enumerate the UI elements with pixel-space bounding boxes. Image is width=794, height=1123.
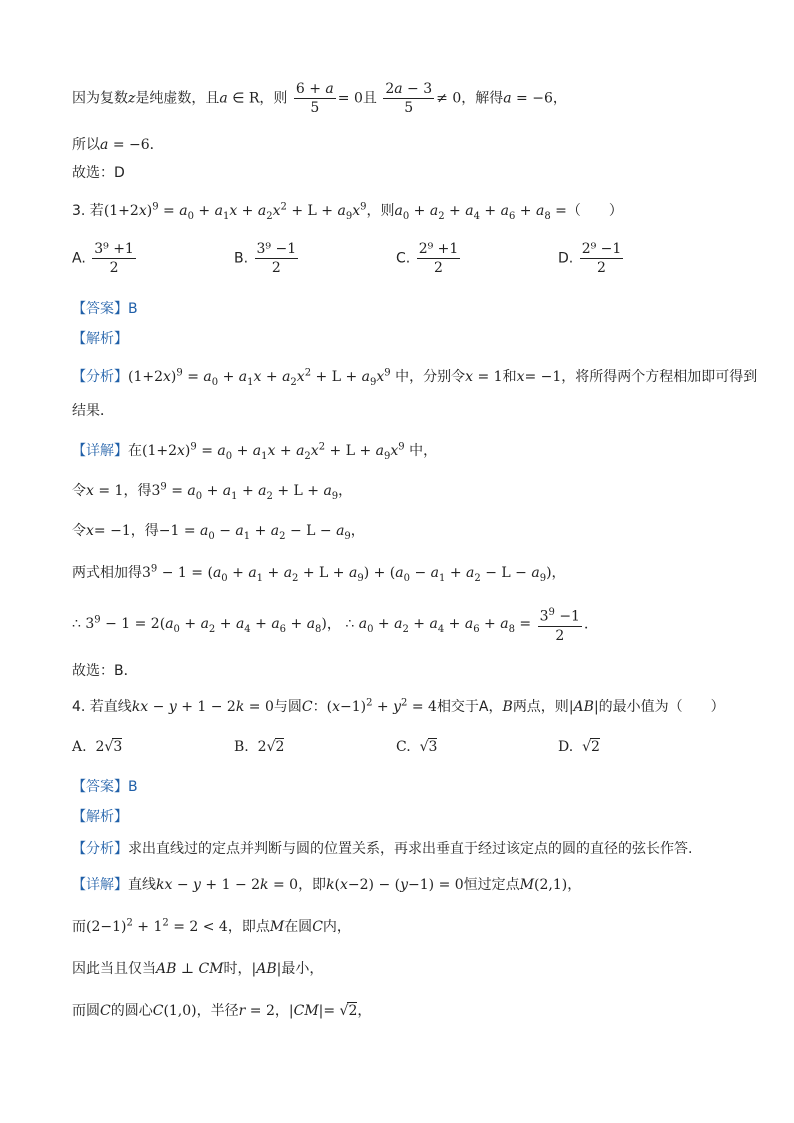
detail-line: 【详解】在$(1+2x)^9 = a_0 + a_1x + a_2x^2 + L + a_9x^9$ 中， <box>72 441 438 462</box>
text: 和 <box>502 369 517 385</box>
text: 令 <box>72 523 86 539</box>
text-line: 令x= −1，得$-1 = a_0 - a_1 + a_2 - L - a_9$， <box>72 523 365 542</box>
option-radicand: 3 <box>113 739 123 755</box>
option-denominator: 2 <box>434 260 443 276</box>
text: 时， <box>223 961 252 977</box>
option-numerator: 3⁹ −1 <box>256 241 297 257</box>
option-b: B. 2√2 <box>234 739 285 755</box>
text: 中， <box>409 443 438 459</box>
text: 的最小值为（ ） <box>598 699 725 715</box>
text: 直线 <box>128 877 156 893</box>
text: 求出直线过的定点并判断与圆的位置关系，再求出垂直于经过该定点的圆的直径的弦长作答. <box>128 841 693 857</box>
option-coef: 2 <box>95 739 105 755</box>
text: 的圆心 <box>110 1003 153 1019</box>
text-line: 故选：B． <box>72 663 138 679</box>
text: ： <box>312 699 327 715</box>
text: 两点，则 <box>512 699 569 715</box>
text: ，解得 <box>461 90 504 107</box>
text: ， <box>567 877 582 893</box>
question-4-stem: 4. 若直线kx − y + 1 − 2k = 0与圆C：$(x-1)^2 + y^2 = 4$相交于A，B两点，则|AB|的最小值为（ ） <box>72 697 725 715</box>
option-label: B. <box>234 250 249 267</box>
text: ，得 <box>123 483 152 499</box>
text: 因为复数 <box>72 90 128 107</box>
answer-label: 【答案】B <box>72 301 138 317</box>
option-a: A. 2√3 <box>72 739 123 755</box>
text: 是纯虚数，且 <box>135 90 220 107</box>
option-c: C. √3 <box>396 739 438 755</box>
text-line: 而$(2-1)^2 + 1^2 = 2 < 4$，即点M在圆C内， <box>72 917 351 935</box>
text-line: 令x = 1，得$3^9 = a_0 + a_1 + a_2 + L + a_9$， <box>72 481 353 502</box>
text: 令 <box>72 483 86 499</box>
text-line: ∴ $3^9 - 1 = 2(a_0 + a_2 + a_4 + a_6 + a_8)$， ∴ $a_0 + a_2 + a_4 + a_6 + a_8$ = $\frac{3^9 -1}{2}$ ． <box>72 604 598 645</box>
text-line: 结果． <box>72 403 114 419</box>
text: 与圆 <box>273 699 302 715</box>
text: 最小， <box>281 961 324 977</box>
text: 恒过定点 <box>463 877 520 893</box>
text: 因此当且仅当 <box>72 961 156 977</box>
answer-label: 【答案】B <box>72 779 138 795</box>
text: 两式相加得 <box>72 565 142 581</box>
option-numerator: 2⁹ −1 <box>581 241 622 257</box>
analysis-tag: 【分析】 <box>72 369 128 385</box>
text: 所以 <box>72 137 100 153</box>
option-radicand: 2 <box>591 739 600 755</box>
option-denominator: 2 <box>271 260 281 276</box>
option-c <box>396 240 462 277</box>
analysis-line <box>72 838 692 858</box>
text-line: 因此当且仅当AB ⊥ CM时，|AB|最小， <box>72 961 324 977</box>
option-a <box>72 240 138 277</box>
text: 3. 若 <box>72 203 104 219</box>
analysis-tag: 【分析】 <box>72 841 128 857</box>
text: 中，分别令 <box>395 369 466 385</box>
option-label: D. <box>558 739 574 755</box>
text: ，则 <box>366 203 395 219</box>
text: 内， <box>322 919 351 935</box>
option-label: C. <box>396 250 411 267</box>
text: 相交于A， <box>436 699 503 715</box>
text: 而 <box>72 919 86 935</box>
text-line: 所以a = −6． <box>72 137 164 153</box>
text: ， <box>357 1003 372 1019</box>
option-radicand: 2 <box>275 739 285 755</box>
detail-tag: 【详解】 <box>72 443 128 459</box>
analysis-label: 【解析】 <box>72 331 128 347</box>
option-numerator: 2⁹ +1 <box>418 241 459 257</box>
option-d <box>558 240 625 277</box>
option-radicand: 3 <box>428 739 438 755</box>
analysis-label: 【解析】 <box>72 809 128 825</box>
detail-line: 【详解】直线kx − y + 1 − 2k = 0，即k(x−2) − (y−1) = 0恒过定点M(2,1)， <box>72 877 582 893</box>
option-denominator: 2 <box>109 260 119 276</box>
text: （ ） <box>566 203 623 219</box>
fraction: $\frac{2a - 3}{5}$ <box>385 81 433 116</box>
text: 在 <box>128 443 142 459</box>
text: ，将所得两个方程相加即可得到 <box>561 369 758 385</box>
fraction: $\frac{6 + a}{5}$ <box>295 81 334 116</box>
option-label: B. <box>234 739 249 755</box>
option-label: A. <box>72 739 87 755</box>
option-coef: 2 <box>257 739 267 755</box>
text: 在圆 <box>284 919 313 935</box>
text-line: 因为复数z是纯虚数，且a ∈ R，则 $\frac{6 + a}{5}$ = 0且 $\frac{2a - 3}{5}$ ≠ 0，解得a = −6， <box>72 81 567 116</box>
text: 4. 若直线 <box>72 699 132 715</box>
detail-tag: 【详解】 <box>72 877 128 893</box>
option-numerator: 3⁹ +1 <box>94 241 134 257</box>
text-line: 两式相加得$3^9 - 1 = (a_0 + a_1 + a_2 + L + a_9) + (a_0 - a_1 + a_2 - L - a_9)$， <box>72 563 566 584</box>
option-d: D. √2 <box>558 739 600 755</box>
option-label: D. <box>558 250 574 267</box>
option-b <box>234 240 300 277</box>
text: 且 <box>362 90 377 107</box>
option-label: A. <box>72 250 86 267</box>
text-line: 故选：D <box>72 165 125 181</box>
text: ，得 <box>130 523 159 539</box>
text: ，则 <box>259 90 288 107</box>
text-line: 而圆C的圆心C(1,0)，半径r = 2，|CM|= √2， <box>72 1003 372 1019</box>
option-denominator: 2 <box>597 260 606 276</box>
text: ，半径 <box>196 1003 239 1019</box>
text: ，即 <box>298 877 327 893</box>
option-label: C. <box>396 739 411 755</box>
text: ，即点 <box>227 919 270 935</box>
question-3-stem: 3. 若$(1+2x)^9 = a_0 + a_1x + a_2x^2 + L + a_9x^9$，则$a_0 + a_2 + a_4 + a_6 + a_8$ =（ ） <box>72 201 623 222</box>
analysis-line: 【分析】$(1+2x)^9 = a_0 + a_1x + a_2x^2 + L + a_9x^9$ 中，分别令x = 1和x= −1，将所得两个方程相加即可得到 <box>72 367 758 388</box>
text: 而圆 <box>72 1003 100 1019</box>
